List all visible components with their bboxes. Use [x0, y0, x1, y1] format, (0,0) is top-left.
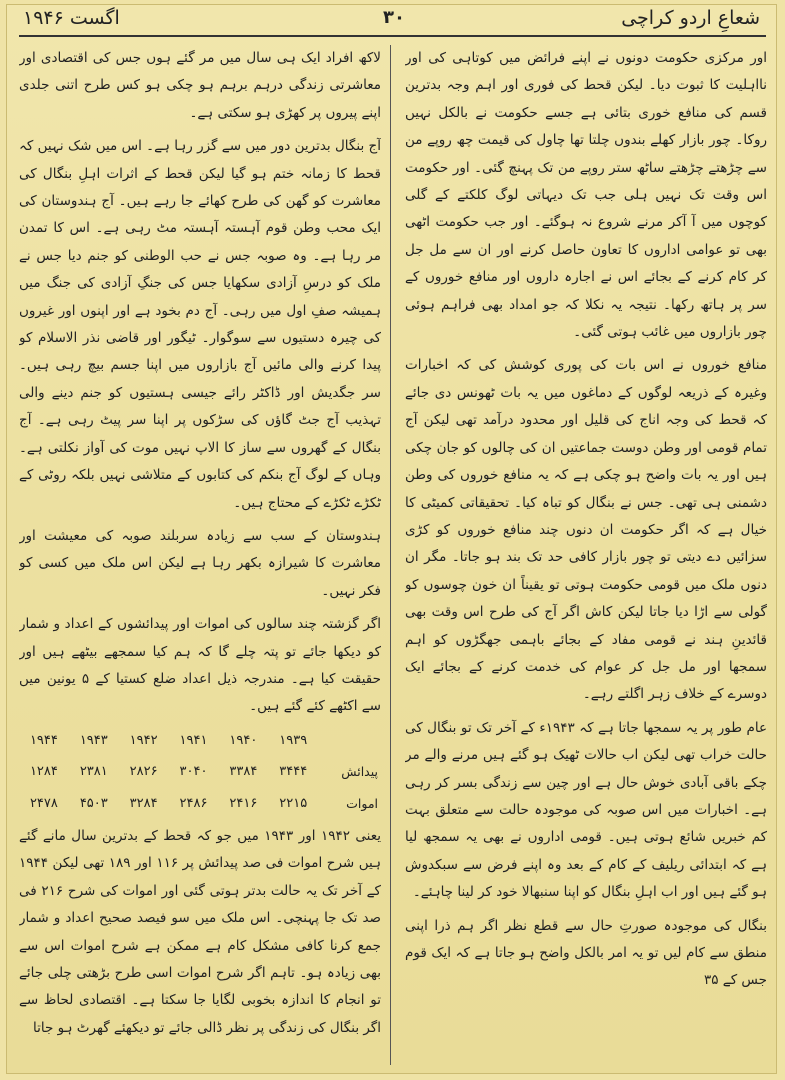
table-cell: ۲۴۱۶	[229, 795, 258, 811]
table-cell: ۲۲۱۵	[279, 795, 308, 811]
right-paragraph-1: اور مرکزی حکومت دونوں نے اپنے فرائض میں کوتاہی کی اور نااہلیت کا ثبوت دیا۔ لیکن قحط کی فوری اور اہم وجہ بدترین قسم کی منافع خوری بتائی ہے جسے حکومت نے بالکل نہیں روکا۔ چور بازار کھلے بندوں چلتا تھا چاول کی قیمت چھ روپے من سے چڑھتے چڑھتے ساٹھ ستر روپے من تک پہنچ گئی۔ اور حکومت اس وقت تک نہیں ہلی جب تک دیہاتی لوگ کلکتے کے گلی کوچوں میں آ آکر مرنے شروع نہ ہوگئے۔ اور جب حکومت اٹھی بھی تو عوامی اداروں کا تعاون حاصل کرنے اور ان سے مل جل کر کام کرنے کے بجائے اس نے اجارہ داروں اور منافع خوروں کے سر پر ہاتھ رکھا۔ نتیجہ یہ نکلا کہ جو امداد بھی فراہم ہوئی چور بازاروں میں غائب ہوتی گئی۔	[405, 50, 767, 341]
table-corner-cell	[318, 725, 381, 756]
table-year-cell: ۱۹۴۴	[29, 732, 58, 748]
magazine-title: شعاعِ اردو کراچی	[621, 7, 760, 29]
issue-label: اگست ۱۹۴۶	[23, 7, 120, 29]
table-year-cell: ۱۹۴۳	[79, 732, 108, 748]
left-paragraph-4: اگر گزشتہ چند سالوں کی اموات اور پیدائشوں کے اعداد و شمار کو دیکھا جائے تو پتہ چلے گا کہ ہم کیا سمجھے بیٹھے ہیں اور حقیقت کیا ہے۔ مندرجہ ذیل اعداد ضلع کستیا کے ۵ یونین میں سے اکٹھے کئے گئے ہیں۔	[19, 616, 381, 715]
table-year-cell: ۱۹۳۹	[279, 732, 308, 748]
left-paragraph-5: یعنی ۱۹۴۲ اور ۱۹۴۳ میں جو کہ قحط کے بدترین سال مانے گئے ہیں شرح اموات فی صد پیدائش پر ۱۱۶ اور ۱۸۹ تھی لیکن ۱۹۴۴ کے آخر تک یہ حالت بدتر ہوتی گئی اور اموات کی شرح ۲۱۶ فی صد تک جا پہنچی۔ اس ملک میں سو فیصد صحیح اعداد و شمار جمع کرنا کافی مشکل کام ہے ممکن ہے شرح اموات اس سے بھی زیادہ ہو۔ تاہم اگر شرح اموات اسی طرح بڑھتی چلی جائے تو انجام کا اندازہ بخوبی لگایا جا سکتا ہے۔ اقتصادی لحاظ سے اگر بنگال کی زندگی پر نظر ڈالی جائے تو دیکھئے گھرٹ ہو جاتا	[19, 827, 381, 1036]
table-cell: ۳۰۴۰	[179, 764, 208, 780]
column-divider	[390, 45, 391, 1065]
table-cell: ۳۴۴۴	[279, 764, 308, 780]
left-paragraph-1: لاکھ افراد ایک ہی سال میں مر گئے ہوں جس کی اقتصادی اور معاشرتی زندگی درہم برہم ہو چکی ہو کس طرح اتنی جلدی اپنے پیروں پر کھڑی ہو سکتی ہے۔	[19, 50, 381, 121]
table-cell: ۱۲۸۴	[29, 764, 58, 780]
left-paragraph-2: آج بنگال بدترین دور میں سے گزر رہا ہے۔ اس میں شک نہیں کہ قحط کا زمانہ ختم ہو گیا لیکن قحط کے اثرات اہلِ بنگال کی معاشرت کو گھن کی طرح کھائے جا رہے ہیں۔ آج ہندوستان کی ایک محب وطن قوم آہستہ آہستہ مٹ رہی ہے۔ اس کا تمدن مر رہا ہے۔ وہ صوبہ جس نے حب الوطنی کو جنم دیا جس نے ملک کو درسِ آزادی سکھایا جس کی جنگِ آزادی کی جنگ میں ہمیشہ صفِ اول میں رہی۔ آج دم بخود ہے اور اپنوں اور غیروں کی چیرہ دستیوں سے سوگوار۔ ٹیگور اور قاضی نذر الاسلام کو پیدا کرنے والی مائیں آج بازاروں میں اپنا جسم بیچ رہی ہیں۔ سر جگدیش اور ڈاکٹر رائے جیسی ہستیوں کو جنم دینے والی تہذیب آج جٹ گاؤں کی سڑکوں پر اپنا سر پیٹ رہی ہے۔ آج بنگال کے گھروں سے ساز کا الاپ نہیں موت کی آواز نکلتی ہے۔ وہاں کے لوگ آج بنکم کی کتابوں کے متلاشی نہیں بلکہ روٹی کے ٹکڑے ٹکڑے کے محتاج ہیں۔	[19, 138, 381, 511]
right-paragraph-4: بنگال کی موجودہ صورتِ حال سے قطع نظر اگر ہم ذرا اپنی منطق سے کام لیں تو یہ امر بالکل واضح ہو جاتا ہے کہ ایک قوم جس کے ۳۵	[405, 917, 767, 989]
right-column	[405, 45, 767, 1069]
left-paragraph-3: ہندوستان کے سب سے زیادہ سربلند صوبہ کی معیشت اور معاشرت کا شیرازہ بکھر رہا ہے لیکن اس ملک میں کسی کو فکر نہیں۔	[19, 527, 381, 599]
table-cell: ۲۳۸۱	[79, 764, 108, 780]
table-year-cell: ۱۹۴۱	[179, 732, 208, 748]
table-cell: ۳۲۸۴	[129, 795, 158, 811]
left-column	[19, 45, 381, 1069]
right-paragraph-2: منافع خوروں نے اس بات کی پوری کوشش کی کہ اخبارات وغیرہ کے ذریعہ لوگوں کے دماغوں میں یہ بات ٹھونس دی جائے کہ قحط کی وجہ اناج کی قلیل اور محدود درآمد تھی لیکن آج تمام قومی اور وطن دوست جماعتیں ان کی چالوں کو جان چکی ہیں اور یہ بات واضح ہو چکی ہے کہ یہ منافع خوروں کی وطن دشمنی ہی تھی۔ جس نے بنگال کو تباہ کیا۔ تحقیقاتی کمیٹی کا خیال ہے کہ اگر حکومت ان دنوں چند منافع خوروں کو کڑی سزائیں دے دیتی تو چور بازار کافی حد تک بند ہو جاتا۔ مگر ان دنوں ملک میں قومی حکومت ہوتی تو یقیناً ان خون چوسوں کو گولی سے اڑا دیا جاتا لیکن کاش اگر آج کی طرح اس وقت بھی قائدینِ ہند نے قومی مفاد کے بجائے باہمی جھگڑوں کو اہم سمجھا اور مل جل کر عوام کی خدمت کرنے کے بجائے ایک دوسرے کے خلاف زہر اگلتے رہے۔	[405, 357, 767, 703]
page-header	[7, 5, 776, 41]
table-year-cell: ۱۹۴۲	[129, 732, 158, 748]
table-cell: ۲۴۷۸	[29, 795, 58, 811]
table-cell: ۲۴۸۶	[179, 795, 208, 811]
table-cell: ۴۵۰۳	[79, 795, 108, 811]
header-rule	[19, 35, 766, 37]
table-row-label: اموات	[346, 795, 378, 811]
table-year-cell: ۱۹۴۰	[229, 732, 258, 748]
table-cell: ۲۸۲۶	[129, 764, 158, 780]
magazine-page	[6, 4, 777, 1074]
page-number: ۳۰	[383, 7, 405, 28]
table-cell: ۳۳۸۴	[229, 764, 258, 780]
table-row	[19, 788, 381, 819]
right-paragraph-3: عام طور پر یہ سمجھا جاتا ہے کہ ۱۹۴۳ء کے آخر تک تو بنگال کی حالت خراب تھی لیکن اب حالات ٹھیک ہو گئے ہیں مرنے والے مر چکے باقی آبادی خوش حال ہے اور چین سے زندگی بسر کر رہی ہے۔ اخبارات میں اس صوبہ کی موجودہ حالت سے متعلق بہت کم خبریں شائع ہوتی ہیں۔ قومی اداروں نے بھی یہ سمجھ لیا ہے کہ ابتدائی ریلیف کے کام کے بعد وہ اپنے فرض سے سبکدوش ہو گئے ہیں اور اب اہلِ بنگال کو اپنا سنبھالا خود کر لینا چاہئے۔	[405, 719, 767, 901]
table-row	[19, 756, 381, 787]
births-deaths-table	[19, 725, 381, 819]
table-row-label: پیدائش	[341, 764, 378, 780]
table-header-row	[19, 725, 381, 756]
